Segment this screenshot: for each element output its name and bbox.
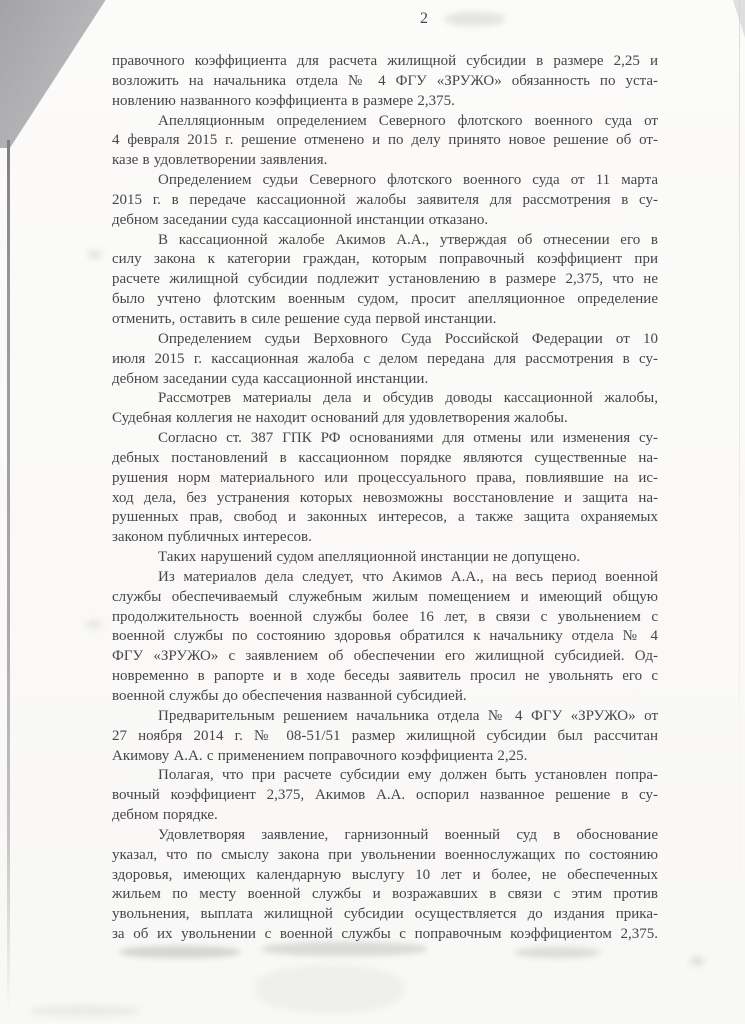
text-line: 27 ноября 2014 г. № 08-51/51 размер жилищной субсидии был рассчитан <box>112 727 658 744</box>
text-line: 2015 г. в передаче кассационной жалобы заявителя для рассмотрения в су- <box>112 191 658 208</box>
text-line: службы обеспечиваемый служебным жилым помещением и имеющий общую <box>112 588 658 605</box>
bleed-through-smudge <box>690 956 704 966</box>
text-line: рушения норм материального или процессуального права, повлиявшие на ис- <box>112 469 658 486</box>
text-line: Определением судьи Северного флотского военного суда от 11 марта <box>158 172 658 189</box>
scan-corner-fold-artifact <box>0 0 110 148</box>
text-line: Судебная коллегия не находит оснований для удовлетворения жалобы. <box>112 410 568 427</box>
page-number: 2 <box>420 10 429 27</box>
text-line: жильем по месту военной службы и возражавших в связи с этим против <box>112 886 658 903</box>
paragraph <box>112 52 658 112</box>
text-line: за об их увольнении с военной службы с поправочным коэффициентом 2,375. <box>112 926 658 943</box>
bleed-through-smudge <box>120 946 240 958</box>
text-line: Предварительным решением начальника отдела № 4 ФГУ «ЗРУЖО» от <box>158 707 658 724</box>
paragraph <box>112 707 658 767</box>
paragraph <box>112 766 658 826</box>
text-line: 4 февраля 2015 г. решение отменено и по делу принято новое решение об от- <box>112 132 658 149</box>
text-line: Рассмотрев материалы дела и обсудив доводы кассационной жалобы, <box>158 390 658 407</box>
text-line: расчете жилищной субсидии подлежит установлению в размере 2,375, что не <box>112 271 658 288</box>
text-line: было учтено флотским военным судом, просит апелляционное определение <box>112 291 658 308</box>
text-line: В кассационной жалобе Акимов А.А., утверждая об отнесении его в <box>158 231 658 248</box>
text-line: военной службы до обеспечения названной субсидией. <box>112 688 467 704</box>
document-text-block <box>112 52 658 945</box>
text-line: Апелляционным определением Северного флотского военного суда от <box>158 112 658 129</box>
text-line: казе в удовлетворении заявления. <box>112 152 328 169</box>
text-line: продолжительность военной службы более 16 лет, в связи с увольнением с <box>112 608 658 625</box>
text-line: Полагая, что при расчете субсидии ему должен быть установлен попра- <box>158 767 658 784</box>
bleed-through-smudge <box>86 620 102 629</box>
text-line: отменить, оставить в силе решение суда первой инстанции. <box>112 310 497 327</box>
text-line: возложить на начальника отдела № 4 ФГУ «ЗРУЖО» обязанность по уста- <box>112 72 658 89</box>
text-line: новлению названного коэффициента в размере 2,375. <box>112 92 455 109</box>
bleed-through-smudge <box>30 1005 140 1017</box>
text-line: силу закона к категории граждан, которым поправочный коэффициент при <box>112 251 658 268</box>
paragraph <box>112 389 658 429</box>
text-line: новременно в рапорте и в ходе беседы заявитель просил не увольнять его с <box>112 668 658 685</box>
paragraph <box>112 429 658 548</box>
text-line: Из материалов дела следует, что Акимов А.А., на весь период военной <box>158 568 658 585</box>
paragraph <box>112 568 658 707</box>
bleed-through-smudge <box>255 965 405 1013</box>
text-line: военной службы по состоянию здоровья обратился к начальнику отдела № 4 <box>112 628 658 645</box>
text-line: законом публичных интересов. <box>112 529 312 546</box>
text-line: Определением судьи Верховного Суда Российской Федерации от 10 <box>158 330 658 347</box>
bleed-through-smudge <box>88 250 102 259</box>
text-line: здоровья, имеющих календарную выслугу 10 лет и более, не обеспеченных <box>112 866 658 883</box>
paragraph <box>112 826 658 945</box>
text-line: дебном заседании суда кассационной инстанции отказано. <box>112 211 489 228</box>
scan-left-edge-line <box>7 140 10 1012</box>
paragraph <box>112 548 658 568</box>
text-line: июля 2015 г. кассационная жалоба с делом передана для рассмотрения в су- <box>112 350 658 367</box>
text-line: увольнения, выплата жилищной субсидии осуществляется до издания прика- <box>112 906 658 923</box>
paragraph <box>112 231 658 330</box>
text-line: рушенных прав, свобод и законных интересов, а также защита охраняемых <box>112 509 658 526</box>
text-line: Согласно ст. 387 ГПК РФ основаниями для отмены или изменения су- <box>158 430 658 447</box>
text-line: Таких нарушений судом апелляционной инстанции не допущено. <box>158 549 581 566</box>
paragraph <box>112 112 658 172</box>
text-line: дебном заседании суда кассационной инстанции. <box>112 370 429 387</box>
text-line: дебном порядке. <box>112 807 218 824</box>
bleed-through-smudge <box>445 12 505 26</box>
text-line: дебных постановлений в кассационном порядке являются существенные на- <box>112 449 658 466</box>
scan-right-edge-line <box>739 0 740 1024</box>
paragraph <box>112 330 658 390</box>
text-line: вочный коэффициент 2,375, Акимов А.А. оспорил названное решение в су- <box>112 787 658 804</box>
paragraph <box>112 171 658 231</box>
bleed-through-smudge <box>515 947 600 958</box>
text-line: Удовлетворяя заявление, гарнизонный военный суд в обоснование <box>158 826 658 843</box>
text-line: ФГУ «ЗРУЖО» с заявлением об обеспечении его жилищной субсидией. Од- <box>112 648 658 665</box>
text-line: указал, что по смыслу закона при увольнении военнослужащих по состоянию <box>112 846 658 863</box>
text-line: ход дела, без устранения которых невозможны восстановление и защита на- <box>112 489 658 506</box>
text-line: правочного коэффициента для расчета жилищной субсидии в размере 2,25 и <box>112 53 658 69</box>
text-line: Акимову А.А. с применением поправочного коэффициента 2,25. <box>112 747 528 764</box>
